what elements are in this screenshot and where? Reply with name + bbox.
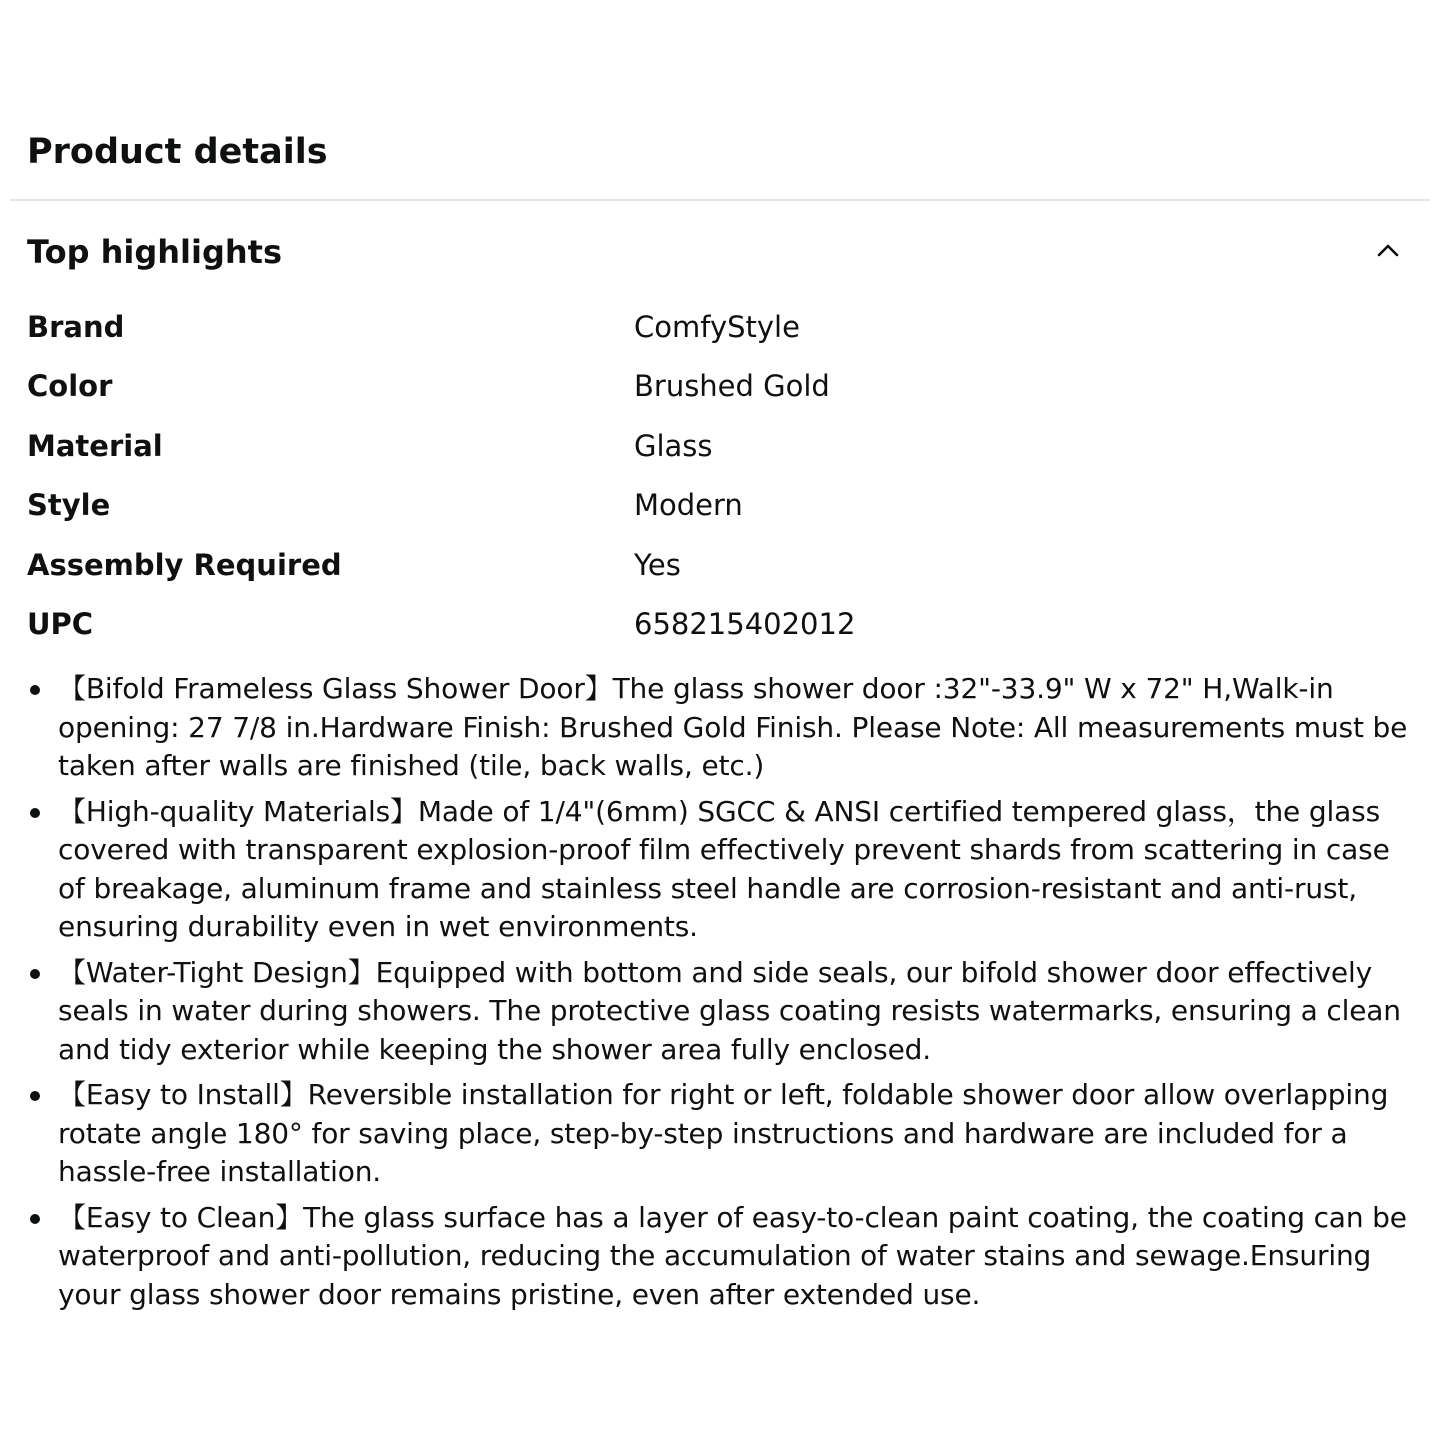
top-highlights-toggle[interactable] (27, 228, 1417, 276)
feature-bullet (27, 793, 1415, 947)
spec-key: Brand (27, 310, 125, 344)
section-title: Top highlights (27, 233, 283, 271)
spec-value: 658215402012 (634, 606, 856, 641)
spec-row-assembly-required (27, 536, 1417, 595)
spec-table (27, 298, 1417, 654)
spec-key: UPC (27, 606, 94, 641)
bullet-dot-icon (30, 1091, 40, 1101)
spec-row-style (27, 476, 1417, 535)
spec-value: Glass (634, 428, 713, 463)
feature-bullet-text: 【Bifold Frameless Glass Shower Door】The glass shower door :32"-33.9" W x 72" H,Walk-in opening: 27 7/8 in.Hardware Finish: Brushed Gold Finish. Please Note: All measurements must be taken after walls are finished (tile, back walls, etc.) (58, 672, 1408, 782)
chevron-up-icon[interactable] (1377, 240, 1399, 262)
bullet-dot-icon (30, 1214, 40, 1224)
feature-bullet-text: 【Easy to Install】Reversible installation for right or left, foldable shower door allow overlapping rotate angle 180° for saving place, step-by-step instructions and hardware are included for a hassle-free installation. (58, 1078, 1389, 1188)
spec-key: Material (27, 428, 163, 463)
feature-bullet-text: 【High-quality Materials】Made of 1/4"(6mm) SGCC & ANSI certified tempered glass，the glass covered with transparent explosion-proof film effectively prevent shards from scattering in case of breakage, aluminum frame and stainless steel handle are corrosion-resistant and anti-rust, ensuring durability even in wet environments. (58, 794, 1390, 943)
feature-bullet-text: 【Easy to Clean】The glass surface has a layer of easy-to-clean paint coating, the coating can be waterproof and anti-pollution, reducing the accumulation of water stains and sewage.Ensuring your glass shower door remains pristine, even after extended use. (58, 1200, 1407, 1311)
feature-bullet-list (27, 670, 1415, 1321)
spec-value: ComfyStyle (634, 310, 800, 344)
spec-value: Brushed Gold (634, 369, 830, 404)
feature-bullet (27, 1199, 1415, 1315)
feature-bullet (27, 954, 1415, 1070)
spec-row-brand (27, 298, 1417, 357)
bullet-dot-icon (30, 969, 40, 979)
spec-row-upc (27, 595, 1417, 654)
feature-bullet (27, 1076, 1415, 1192)
spec-key: Color (27, 369, 113, 404)
spec-row-color (27, 357, 1417, 416)
spec-value: Modern (634, 488, 743, 523)
spec-key: Style (27, 488, 111, 523)
spec-key: Assembly Required (27, 547, 342, 582)
feature-bullet-text: 【Water-Tight Design】Equipped with bottom and side seals, our bifold shower door effectively seals in water during showers. The protective glass coating resists watermarks, ensuring a clean and tidy exterior while keeping the shower area fully enclosed. (58, 955, 1401, 1066)
feature-bullet (27, 670, 1415, 786)
bullet-dot-icon (30, 808, 40, 818)
section-divider (10, 199, 1430, 201)
spec-row-material (27, 417, 1417, 476)
page-title: Product details (27, 132, 328, 172)
bullet-dot-icon (30, 685, 40, 695)
spec-value: Yes (634, 547, 681, 582)
